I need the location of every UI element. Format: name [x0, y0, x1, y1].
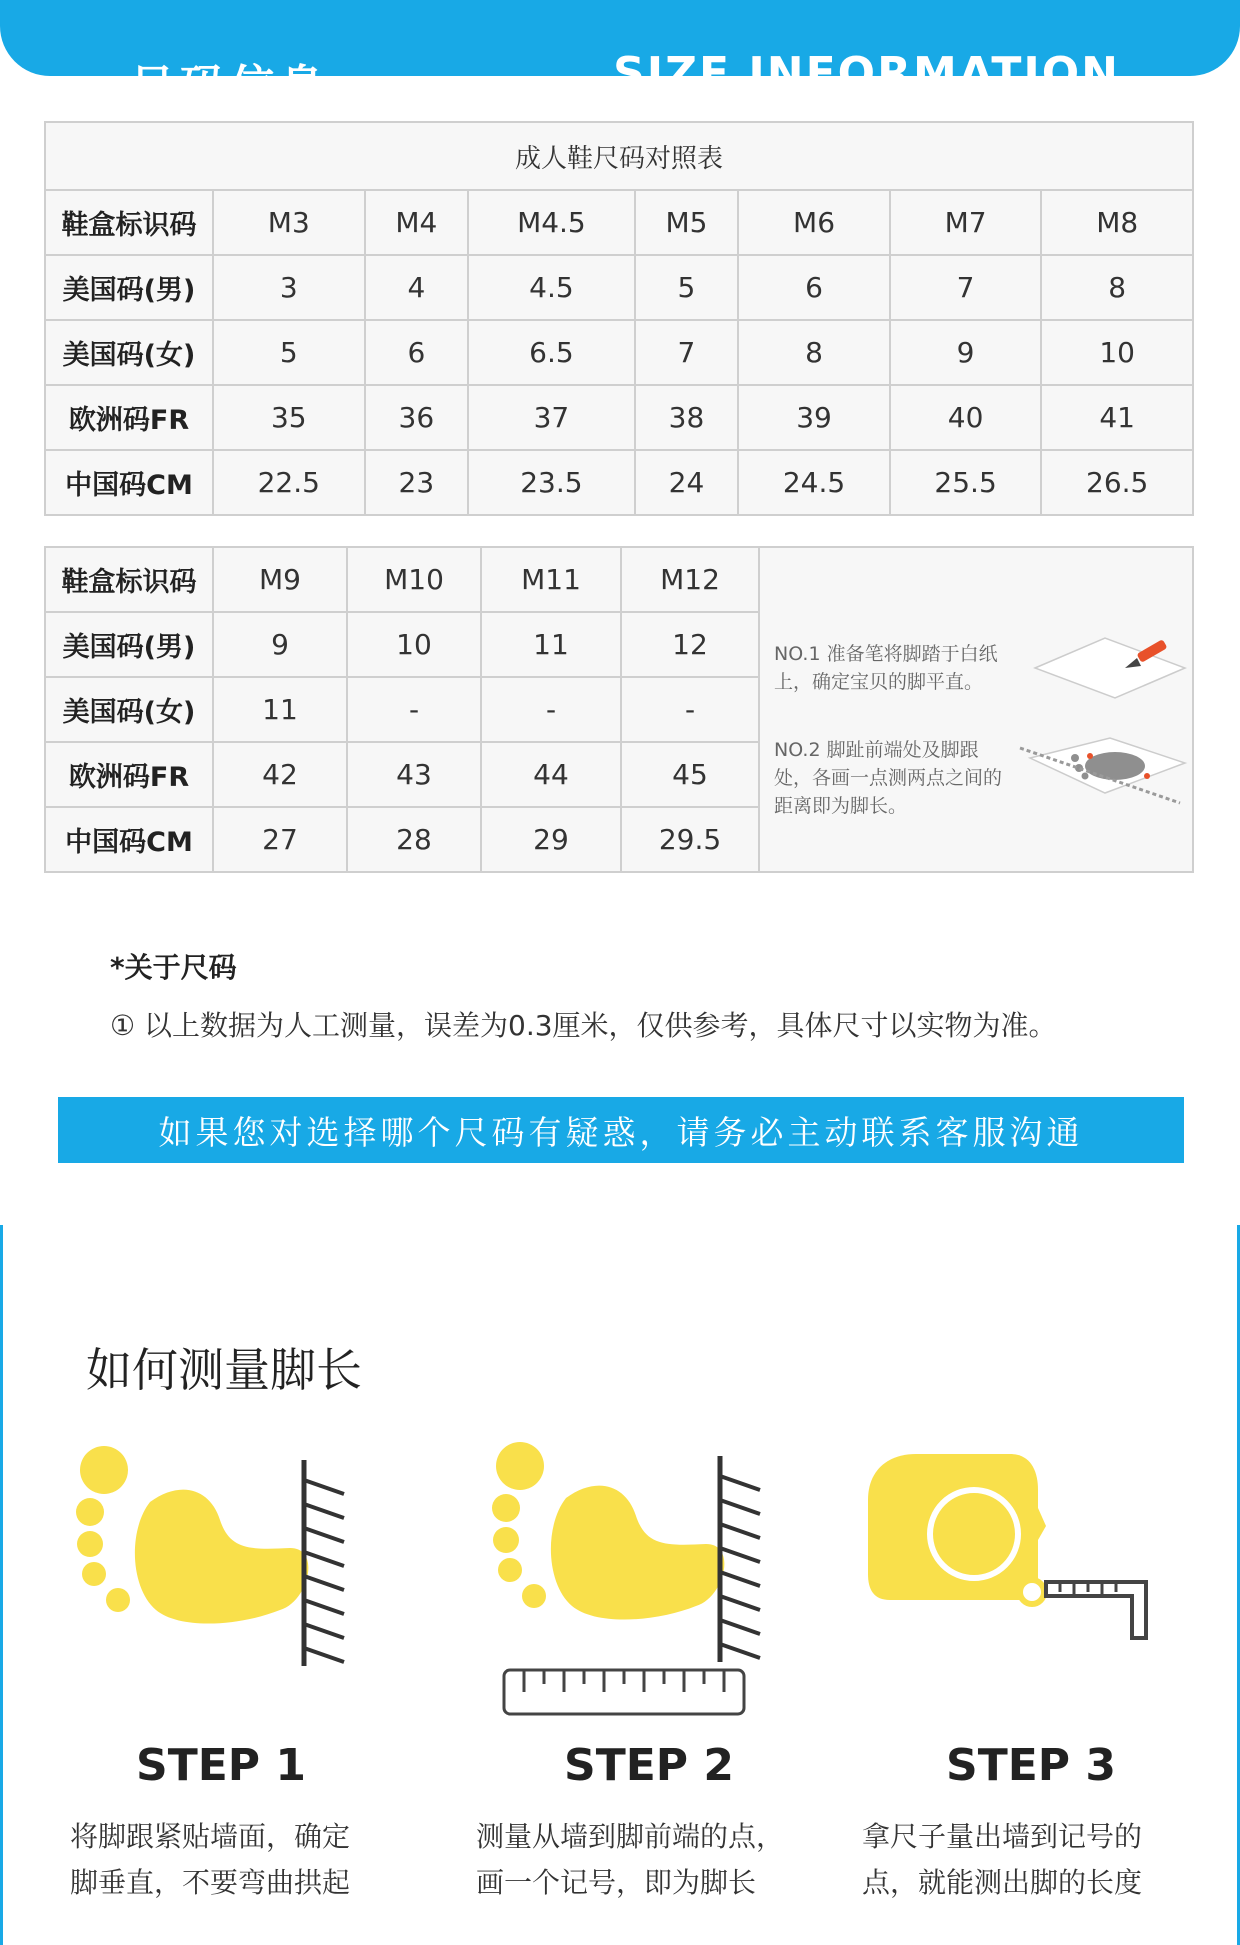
- table-cell: 29.5: [621, 807, 759, 872]
- table-cell: 9: [890, 320, 1042, 385]
- step-3-desc-line1: 拿尺子量出墙到记号的: [862, 1820, 1143, 1853]
- table-cell: 29: [481, 807, 621, 872]
- table-cell: 5: [213, 320, 365, 385]
- table-cell: 6: [738, 255, 890, 320]
- row-label: 美国码(女): [45, 677, 213, 742]
- table-cell: M12: [621, 547, 759, 612]
- foot-on-paper-icon: [1025, 628, 1195, 718]
- table-cell: 37: [468, 385, 635, 450]
- table-row: [45, 547, 1193, 612]
- table-cell: 43: [347, 742, 481, 807]
- table-cell: 11: [213, 677, 347, 742]
- table-cell: 27: [213, 807, 347, 872]
- table-cell: -: [621, 677, 759, 742]
- table-cell: 24: [635, 450, 739, 515]
- table-cell: 35: [213, 385, 365, 450]
- table-cell: 40: [890, 385, 1042, 450]
- table-cell: 39: [738, 385, 890, 450]
- table-cell: -: [481, 677, 621, 742]
- row-label: 中国码CM: [45, 807, 213, 872]
- row-label: 美国码(男): [45, 612, 213, 677]
- row-label: 鞋盒标识码: [45, 547, 213, 612]
- table-cell: 28: [347, 807, 481, 872]
- table-cell: 12: [621, 612, 759, 677]
- contact-banner: 如果您对选择哪个尺码有疑惑，请务必主动联系客服沟通: [58, 1097, 1184, 1163]
- header-title-en: SIZE INFORMATION: [613, 48, 1120, 99]
- step-3-label: STEP 3: [946, 1740, 1116, 1791]
- table-cell: 23.5: [468, 450, 635, 515]
- step-1-label: STEP 1: [136, 1740, 306, 1791]
- table-row: [45, 320, 1193, 385]
- table-cell: M9: [213, 547, 347, 612]
- table-cell: 7: [635, 320, 739, 385]
- table-cell: 24.5: [738, 450, 890, 515]
- table-cell: 42: [213, 742, 347, 807]
- table-cell: 26.5: [1041, 450, 1193, 515]
- table-row: [45, 385, 1193, 450]
- table-cell: 10: [347, 612, 481, 677]
- tape-measure-icon: [860, 1440, 1160, 1680]
- table-cell: 4.5: [468, 255, 635, 320]
- table-cell: 6.5: [468, 320, 635, 385]
- table-cell: 45: [621, 742, 759, 807]
- table-cell: M6: [738, 190, 890, 255]
- foot-ruler-wall-icon: [480, 1440, 780, 1720]
- guide-step-1: NO.1 准备笔将脚踏于白纸上，确定宝贝的脚平直。: [774, 643, 998, 693]
- step-3-desc-line2: 点，就能测出脚的长度: [862, 1866, 1143, 1899]
- step-2-desc-line1: 测量从墙到脚前端的点，: [476, 1820, 785, 1853]
- foot-ruler-icon: [1015, 728, 1195, 828]
- table-row: [45, 190, 1193, 255]
- size-note-text: ① 以上数据为人工测量，误差为0.3厘米，仅供参考，具体尺寸以实物为准。: [110, 1009, 1057, 1042]
- table-cell: 9: [213, 612, 347, 677]
- table-cell: 25.5: [890, 450, 1042, 515]
- table-cell: 41: [1041, 385, 1193, 450]
- step-1-desc-line1: 将脚跟紧贴墙面，确定: [70, 1820, 351, 1853]
- table-cell: 10: [1041, 320, 1193, 385]
- table-cell: M3: [213, 190, 365, 255]
- size-note-title: *关于尺码: [110, 951, 237, 984]
- table-cell: 8: [1041, 255, 1193, 320]
- row-label: 欧洲码FR: [45, 742, 213, 807]
- table-row: [45, 255, 1193, 320]
- table-cell: 8: [738, 320, 890, 385]
- table-cell: M11: [481, 547, 621, 612]
- measure-title: 如何测量脚长: [86, 1343, 362, 1397]
- table-cell: 44: [481, 742, 621, 807]
- table-cell: M4.5: [468, 190, 635, 255]
- foot-wall-icon: [60, 1440, 360, 1680]
- step-2-desc-line2: 画一个记号，即为脚长: [476, 1866, 757, 1899]
- table-cell: 22.5: [213, 450, 365, 515]
- table-cell: M7: [890, 190, 1042, 255]
- size-table-adult-large: [44, 546, 1194, 873]
- table-cell: 6: [365, 320, 469, 385]
- header-title-cn: 尺码信息: [130, 61, 330, 112]
- size-table-adult: [44, 121, 1194, 516]
- table-cell: 4: [365, 255, 469, 320]
- table-caption: 成人鞋尺码对照表: [45, 122, 1193, 190]
- row-label: 美国码(男): [45, 255, 213, 320]
- table-cell: 3: [213, 255, 365, 320]
- row-label: 中国码CM: [45, 450, 213, 515]
- table-cell: -: [347, 677, 481, 742]
- table-row: [45, 450, 1193, 515]
- measure-guide-panel: [759, 547, 1193, 872]
- table-cell: M4: [365, 190, 469, 255]
- table-cell: 7: [890, 255, 1042, 320]
- table-cell: 23: [365, 450, 469, 515]
- step-1-desc-line2: 脚垂直，不要弯曲拱起: [70, 1866, 351, 1899]
- guide-step-2: NO.2 脚趾前端处及脚跟处，各画一点测两点之间的距离即为脚长。: [774, 739, 1003, 817]
- table-cell: 38: [635, 385, 739, 450]
- table-cell: M8: [1041, 190, 1193, 255]
- row-label: 鞋盒标识码: [45, 190, 213, 255]
- table-cell: 36: [365, 385, 469, 450]
- row-label: 美国码(女): [45, 320, 213, 385]
- row-label: 欧洲码FR: [45, 385, 213, 450]
- table-cell: 11: [481, 612, 621, 677]
- table-cell: M5: [635, 190, 739, 255]
- step-2-label: STEP 2: [564, 1740, 734, 1791]
- table-cell: M10: [347, 547, 481, 612]
- table-cell: 5: [635, 255, 739, 320]
